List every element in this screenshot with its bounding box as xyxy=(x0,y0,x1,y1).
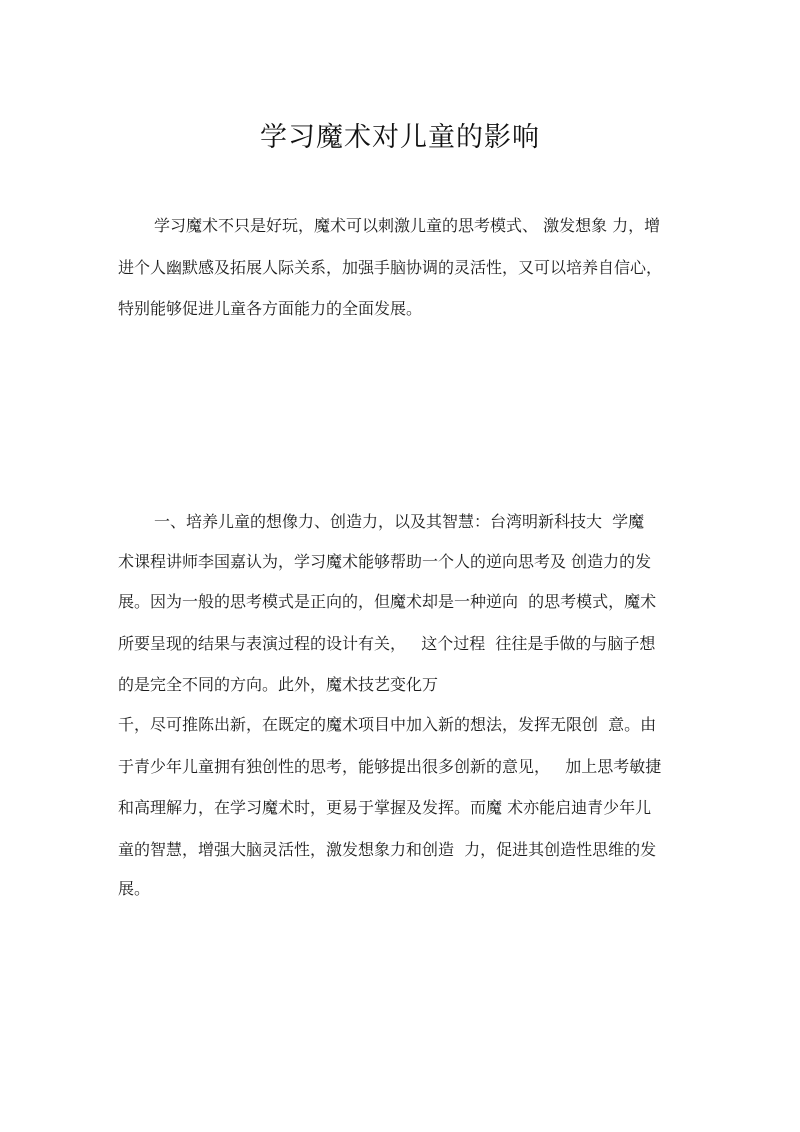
intro-line-3: 特别能够促进儿童各方面能力的全面发展。 xyxy=(118,299,423,318)
section-1-line-5: 的是完全不同的方向。此外，魔术技艺变化万 xyxy=(118,675,439,694)
section-1-line-8: 和高理解力，在学习魔术时，更易于掌握及发挥。而魔 术亦能启迪青少年儿 xyxy=(118,798,652,817)
section-1-line-9: 童的智慧，增强大脑灵活性，激发想象力和创造 力，促进其创造性思维的发 xyxy=(118,840,657,859)
intro-line-2: 进个人幽默感及拓展人际关系，加强手脑协调的灵活性，又可以培养自信心， xyxy=(118,258,663,277)
section-1-line-3: 展。因为一般的思考模式是正向的，但魔术却是一种逆向 的思考模式，魔术 xyxy=(118,592,657,611)
section-1-line-1: 一、培养儿童的想像力、创造力，以及其智慧：台湾明新科技大 学魔 xyxy=(154,512,645,531)
section-1-line-7: 于青少年儿童拥有独创性的思考，能够提出很多创新的意见， 加上思考敏捷 xyxy=(118,757,662,776)
document-title: 学习魔术对儿童的影响 xyxy=(260,122,540,153)
section-1-line-6: 千，尽可推陈出新，在既定的魔术项目中加入新的想法，发挥无限创 意。由 xyxy=(118,715,657,734)
section-1-line-4: 所要呈现的结果与表演过程的设计有关， 这个过程 往往是手做的与脑子想 xyxy=(118,634,656,653)
section-1-line-10: 展。 xyxy=(118,879,151,898)
intro-line-1: 学习魔术不只是好玩，魔术可以刺激儿童的思考模式、 激发想象 力，增 xyxy=(154,216,661,235)
section-1-line-2: 术课程讲师李国嘉认为，学习魔术能够帮助一个人的逆向思考及 创造力的发 xyxy=(118,552,652,571)
